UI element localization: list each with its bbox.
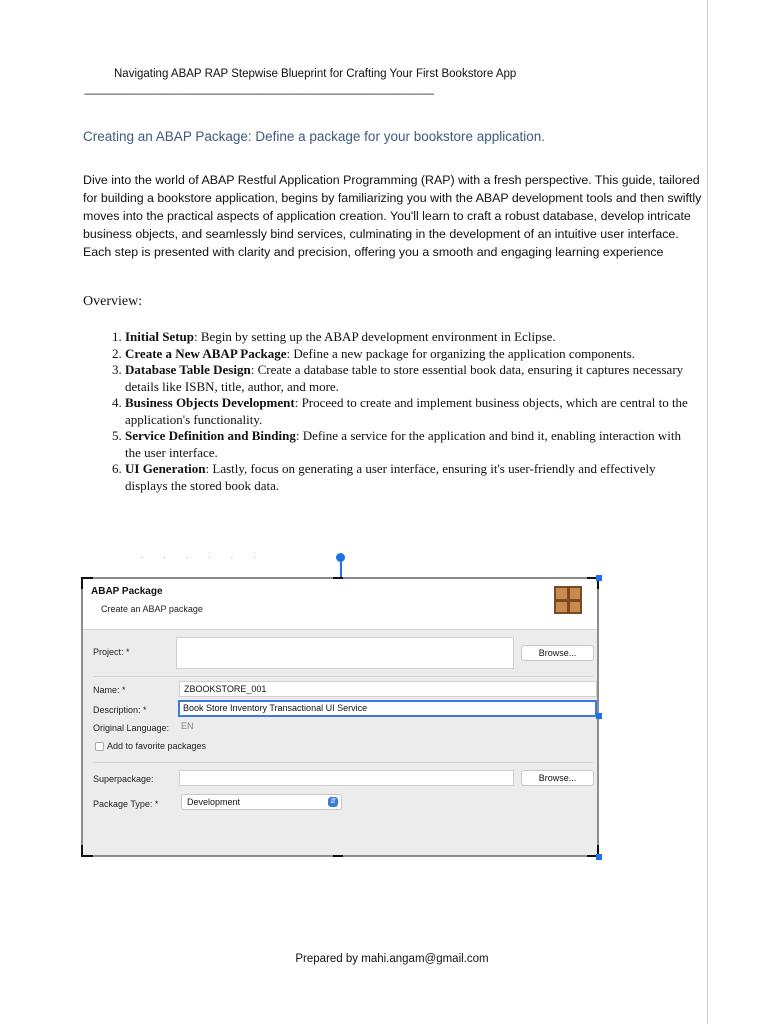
superpackage-input[interactable] [179, 770, 514, 786]
step-title: Service Definition and Binding [125, 428, 296, 443]
step-title: Database Table Design [125, 362, 251, 377]
step-text: : Lastly, focus on generating a user interface, ensuring it's user-friendly and effectively displays the stored book data. [125, 461, 656, 493]
superpackage-browse-button[interactable]: Browse... [521, 770, 594, 786]
list-item [125, 395, 693, 428]
document-header-title: Navigating ABAP RAP Stepwise Blueprint for Crafting Your First Bookstore App [114, 68, 517, 80]
step-text: : Begin by setting up the ABAP development environment in Eclipse. [194, 329, 556, 344]
step-title: Create a New ABAP Package [125, 345, 287, 361]
cropped-text-remnant: . . . . . . [141, 551, 265, 560]
overview-heading: Overview: [83, 294, 143, 309]
dialog-title: ABAP Package [91, 586, 163, 597]
superpackage-label: Superpackage: [93, 774, 154, 784]
crop-mark-bottom-center[interactable] [333, 855, 343, 857]
page-margin-rule [707, 0, 708, 1024]
description-input[interactable]: Book Store Inventory Transactional UI Service [178, 700, 597, 717]
project-input[interactable] [176, 637, 514, 669]
original-language-value[interactable]: EN [181, 721, 194, 731]
list-item [125, 362, 693, 395]
step-title: Initial Setup [125, 329, 194, 344]
crop-mark-bottom-left[interactable] [81, 845, 93, 857]
up-down-arrows-icon: ⇵ [328, 797, 338, 807]
package-type-label: Package Type: * [93, 799, 159, 809]
list-item [125, 461, 693, 494]
list-item [125, 329, 693, 346]
header-dashed-rule: ------------------------------------------------------------------------------------------------------------------------------------------------------ [84, 89, 434, 100]
divider [93, 676, 593, 677]
embedded-screenshot[interactable] [81, 548, 605, 862]
divider [93, 762, 593, 763]
resize-handle-right[interactable] [596, 713, 602, 719]
original-language-label: Original Language: [93, 723, 170, 733]
step-text: : Define a new package for organizing the application components. [286, 345, 635, 361]
package-type-value: Development [187, 797, 241, 807]
step-title: Business Objects Development [125, 395, 295, 410]
intro-paragraph: Dive into the world of ABAP Restful Application Programming (RAP) with a fresh perspective. This guide, tailored for building a bookstore application, begins by familiarizing you with the ABAP development tools and then swiftly moves into the practical aspects of application creation. You'll learn to craft a robust database, develop intricate business objects, and seamlessly bind services, culminating in the development of an intuitive user interface. Each step is presented with clarity and precision, offering you a smooth and engaging learning experience [83, 173, 702, 259]
list-item [125, 346, 693, 363]
overview-steps-list [83, 329, 693, 494]
section-heading: Creating an ABAP Package: Define a package for your bookstore application. [83, 129, 546, 144]
favorite-checkbox[interactable] [95, 742, 104, 751]
resize-handle-bottom-right[interactable] [596, 854, 602, 860]
name-input[interactable]: ZBOOKSTORE_001 [179, 681, 597, 697]
package-wizard-icon [554, 586, 582, 614]
description-label: Description: * [93, 705, 147, 715]
step-title: UI Generation [125, 461, 206, 476]
rotate-handle[interactable] [336, 553, 345, 562]
favorite-label: Add to favorite packages [107, 741, 207, 751]
abap-package-dialog [81, 577, 599, 857]
dialog-header [83, 579, 597, 630]
step-text: : Define a service for the application and bind it, enabling interaction with the user interface. [125, 428, 682, 460]
crop-mark-top-left[interactable] [81, 577, 93, 589]
name-label: Name: * [93, 685, 126, 695]
document-footer: Prepared by mahi.angam@gmail.com [295, 953, 489, 965]
step-text: : Proceed to create and implement business objects, which are central to the application's functionality. [125, 395, 688, 427]
resize-handle-top-right[interactable] [596, 575, 602, 581]
project-browse-button[interactable]: Browse... [521, 645, 594, 661]
step-text: : Create a database table to store essential book data, ensuring it captures necessary details like ISBN, title, author, and more. [125, 362, 684, 394]
crop-mark-top-center[interactable] [333, 577, 343, 579]
dialog-subtitle: Create an ABAP package [101, 604, 203, 614]
package-type-select[interactable] [181, 794, 342, 810]
list-item [125, 428, 693, 461]
project-label: Project: * [93, 647, 130, 657]
